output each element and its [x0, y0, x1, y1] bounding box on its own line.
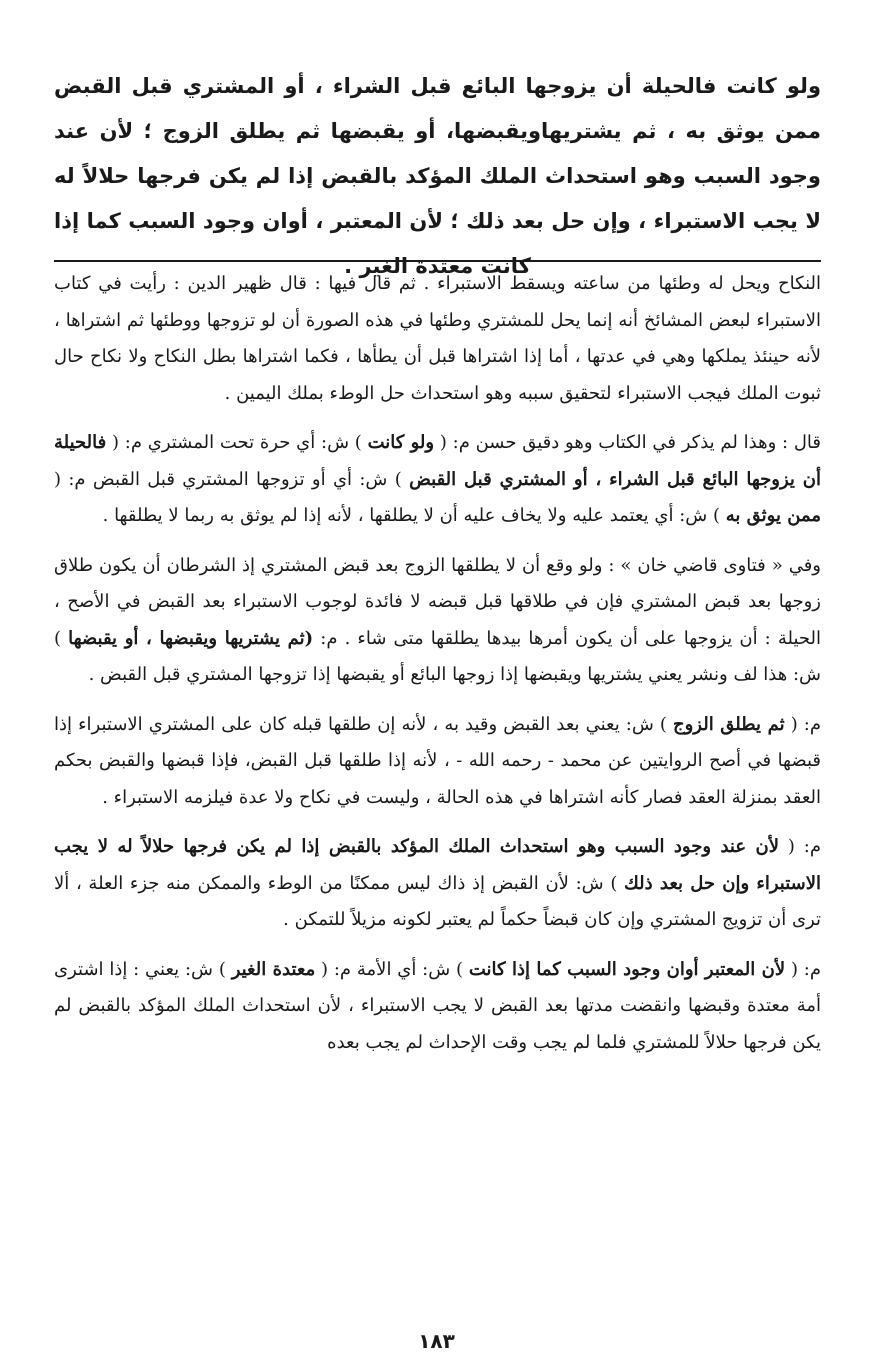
commentary-paragraph-5: م: ( لأن عند وجود السبب وهو استحداث الملك المؤكد بالقبض إذا لم يكن فرجها حلالاً له لا يجب الاستبراء وإن حل بعد ذلك ) ش: لأن القبض إذ ذاك ليس ممكنًا من الوطء والممكن منه جزء العلة ، ألا ترى أن تزويج المشتري وإن كان قبضاً حكماً لم يعتبر لكونه مزيلاً للتمكن .: [54, 836, 821, 930]
commentary-paragraph-4: م: ( ثم يطلق الزوج ) ش: يعني بعد القبض وقيد به ، لأنه إن طلقها قبله كان على المشتري الاستبراء إذا قبضها في أصح الروايتين عن محمد - رحمه الله - ، لأنه إذا طلقها قبل القبض، فإذا قبضها والقبض بحكم العقد بمنزلة العقد فصار كأنه اشتراها في هذه الحالة ، وليست في نكاح ولا عدة فيلزمه الاستبراء .: [54, 713, 821, 808]
quoted-text: لأن المعتبر أوان وجود السبب كما إذا كانت: [468, 958, 786, 980]
commentary-paragraph-1: النكاح ويحل له وطئها من ساعته ويسقط الاستبراء . ثم قال فيها : قال ظهير الدين : رأيت في كتاب الاستبراء لبعض المشائخ أنه إنما يحل للمشتري وطئها في هذه الصورة أن لو تزوجها ووطئها ثم اشتراها ، لأنه حينئذ يملكها وهي في عدتها ، أما إذا اشتراها قبل أن يطأها ، فكما اشتراها بطل النكاح ولا نكاح حال ثبوت الملك فيجب الاستبراء لتحقيق سببه وهو استحداث حل الوطء بملك اليمين .: [54, 273, 821, 404]
commentary: [54, 266, 821, 1061]
page-number: ١٨٣: [418, 1329, 455, 1353]
quoted-text: فالحيلة أن يزوجها البائع قبل الشراء ، أو المشتري قبل القبض: [54, 432, 821, 490]
commentary-paragraph-6: م: ( لأن المعتبر أوان وجود السبب كما إذا كانت ) ش: أي الأمة م: ( معتدة الغير ) ش: يعني : إذا اشترى أمة معتدة وقبضها وانقضت مدتها بعد القبض لا يجب الاستبراء ، لأن استحداث الملك المؤكد بالقبض لم يكن فرجها حلالاً للمشتري فلما لم يجب وقت الإحداث لم يجب بعده: [54, 958, 821, 1053]
quoted-text: لأن عند وجود السبب وهو استحداث الملك المؤكد بالقبض إذا لم يكن فرجها حلالاً له لا يجب الاستبراء وإن حل بعد ذلك: [54, 836, 821, 894]
quoted-text: ثم يطلق الزوج: [672, 713, 785, 735]
quoted-text: معتدة الغير: [231, 958, 316, 980]
quoted-text: ممن يوثق به: [725, 505, 821, 526]
quoted-text: ولو كانت: [367, 432, 435, 453]
commentary-paragraph-3: وفي « فتاوى قاضي خان » : ولو وقع أن لا يطلقها الزوج بعد قبض المشتري إذ الشرطان أن يكون طلاق زوجها بعد قبض المشتري فإن في طلاقها قبل قبضه لا فائدة لوجوب الاستبراء بعد القبض في الأصح ، الحيلة : أن يزوجها على أن يكون أمرها بيدها يطلقها متى شاء . م: (ثم يشتريها ويقبضها ، أو يقبضها ) ش: هذا لف ونشر يعني يشتريها ويقبضها إذا زوجها البائع أو يقبضها إذا تزوجها المشتري قبل القبض .: [54, 554, 821, 685]
commentary-paragraph-2: قال : وهذا لم يذكر في الكتاب وهو دقيق حسن م: ( ولو كانت ) ش: أي حرة تحت المشتري م: ( فالحيلة أن يزوجها البائع قبل الشراء ، أو المشتري قبل القبض ) ش: أي أو تزوجها المشتري قبل القبض م: ( ممن يوثق به ) ش: أي يعتمد عليه ولا يخاف عليه أن لا يطلقها ، لأنه إذا لم يوثق به ربما لا يطلقها .: [54, 432, 821, 526]
quoted-text: (ثم يشتريها ويقبضها ، أو يقبضها: [68, 627, 314, 649]
main-text: ولو كانت فالحيلة أن يزوجها البائع قبل الشراء ، أو المشتري قبل القبض ممن يوثق به ، ثم يشتريهاويقبضها، أو يقبضها ثم يطلق الزوج ؛ لأن عند وجود السبب وهو استحداث الملك المؤكد بالقبض إذا لم يكن فرجها حلالاً له لا يجب الاستبراء ، وإن حل بعد ذلك ؛ لأن المعتبر ، أوان وجود السبب كما إذا كانت معتدة الغير .: [54, 74, 821, 278]
